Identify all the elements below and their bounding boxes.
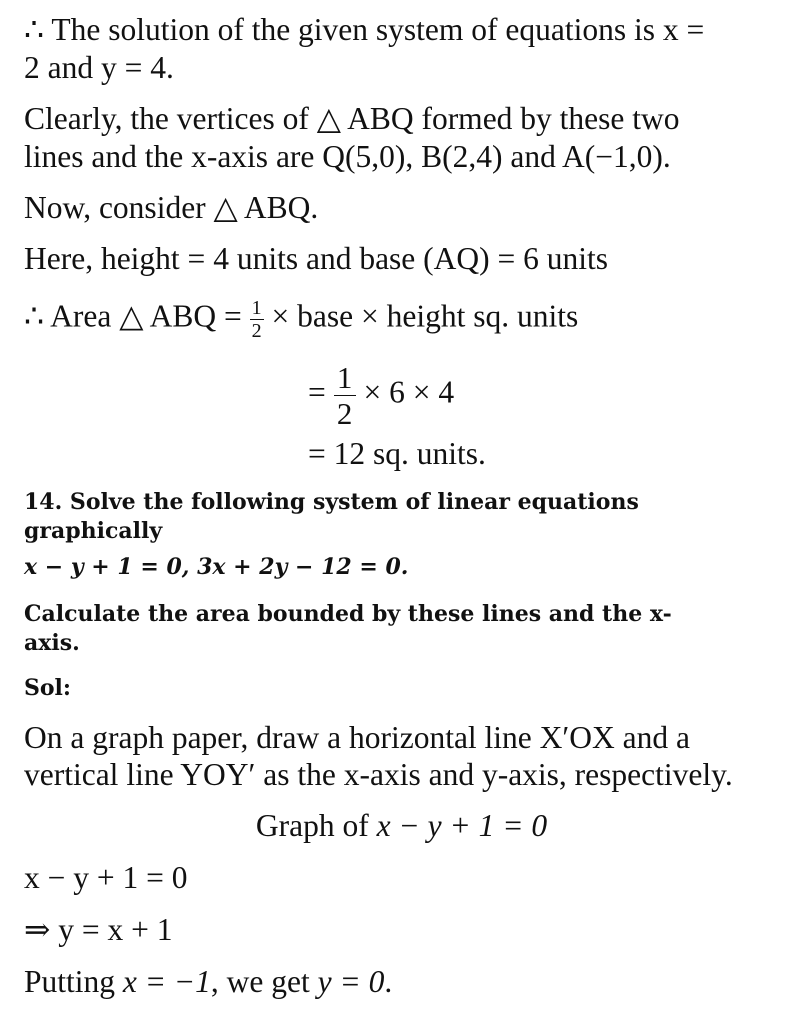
- graph-instruction-line-2: vertical line YOY′ as the x-axis and y-axis, respectively.: [24, 757, 733, 792]
- fraction-numerator: 1: [251, 297, 262, 319]
- fraction-denominator: 2: [336, 396, 353, 431]
- putting-middle: , we get: [210, 964, 310, 999]
- putting-y-value: y = 0: [317, 964, 385, 999]
- calc-area-line-2: axis.: [24, 630, 80, 656]
- height-base-line: Here, height = 4 units and base (AQ) = 6 units: [24, 241, 609, 276]
- putting-x-value: x = −1: [122, 964, 211, 999]
- calc-area-line-1: Calculate the area bounded by these lines and the x-: [24, 601, 672, 627]
- question-heading-line-2: graphically: [24, 518, 163, 544]
- solution-statement-line-1: ∴ The solution of the given system of equations is x =: [24, 12, 705, 47]
- equation-line-a: x − y + 1 = 0: [24, 860, 188, 895]
- solution-statement-line-2: 2 and y = 4.: [24, 50, 174, 85]
- graph-title-prefix: Graph of: [255, 808, 369, 843]
- vertices-line-1: Clearly, the vertices of △ ABQ formed by these two: [24, 101, 680, 136]
- graph-title-equation: x − y + 1 = 0: [376, 808, 548, 843]
- sol-label: Sol:: [24, 675, 72, 701]
- consider-triangle-line: Now, consider △ ABQ.: [24, 190, 319, 225]
- fraction-numerator: 1: [336, 360, 353, 395]
- question-equations: x − y + 1 = 0, 3x + 2y − 12 = 0.: [24, 554, 409, 580]
- putting-prefix: Putting: [24, 964, 116, 999]
- putting-values-line: [24, 964, 392, 1000]
- graph-instruction-line-1: On a graph paper, draw a horizontal line X′OX and a: [24, 720, 691, 755]
- question-heading-line-1: 14. Solve the following system of linear equations: [24, 489, 639, 515]
- one-half-fraction-small: [250, 298, 264, 341]
- one-half-fraction-large: [334, 362, 356, 429]
- calc-equals-sign: =: [308, 374, 326, 410]
- graph-title: [24, 808, 779, 844]
- area-formula-line: [24, 298, 578, 341]
- area-formula-prefix: ∴ Area △ ABQ =: [24, 298, 242, 334]
- area-formula-suffix: × base × height sq. units: [271, 298, 579, 334]
- vertices-line-2: lines and the x-axis are Q(5,0), B(2,4) and A(−1,0).: [24, 139, 671, 174]
- fraction-denominator: 2: [251, 320, 262, 342]
- calc-product: × 6 × 4: [363, 374, 455, 410]
- equation-line-b: ⇒ y = x + 1: [24, 912, 173, 947]
- area-result-line: = 12 sq. units.: [308, 436, 486, 471]
- putting-end: .: [384, 964, 393, 999]
- area-calculation-line: [308, 362, 454, 429]
